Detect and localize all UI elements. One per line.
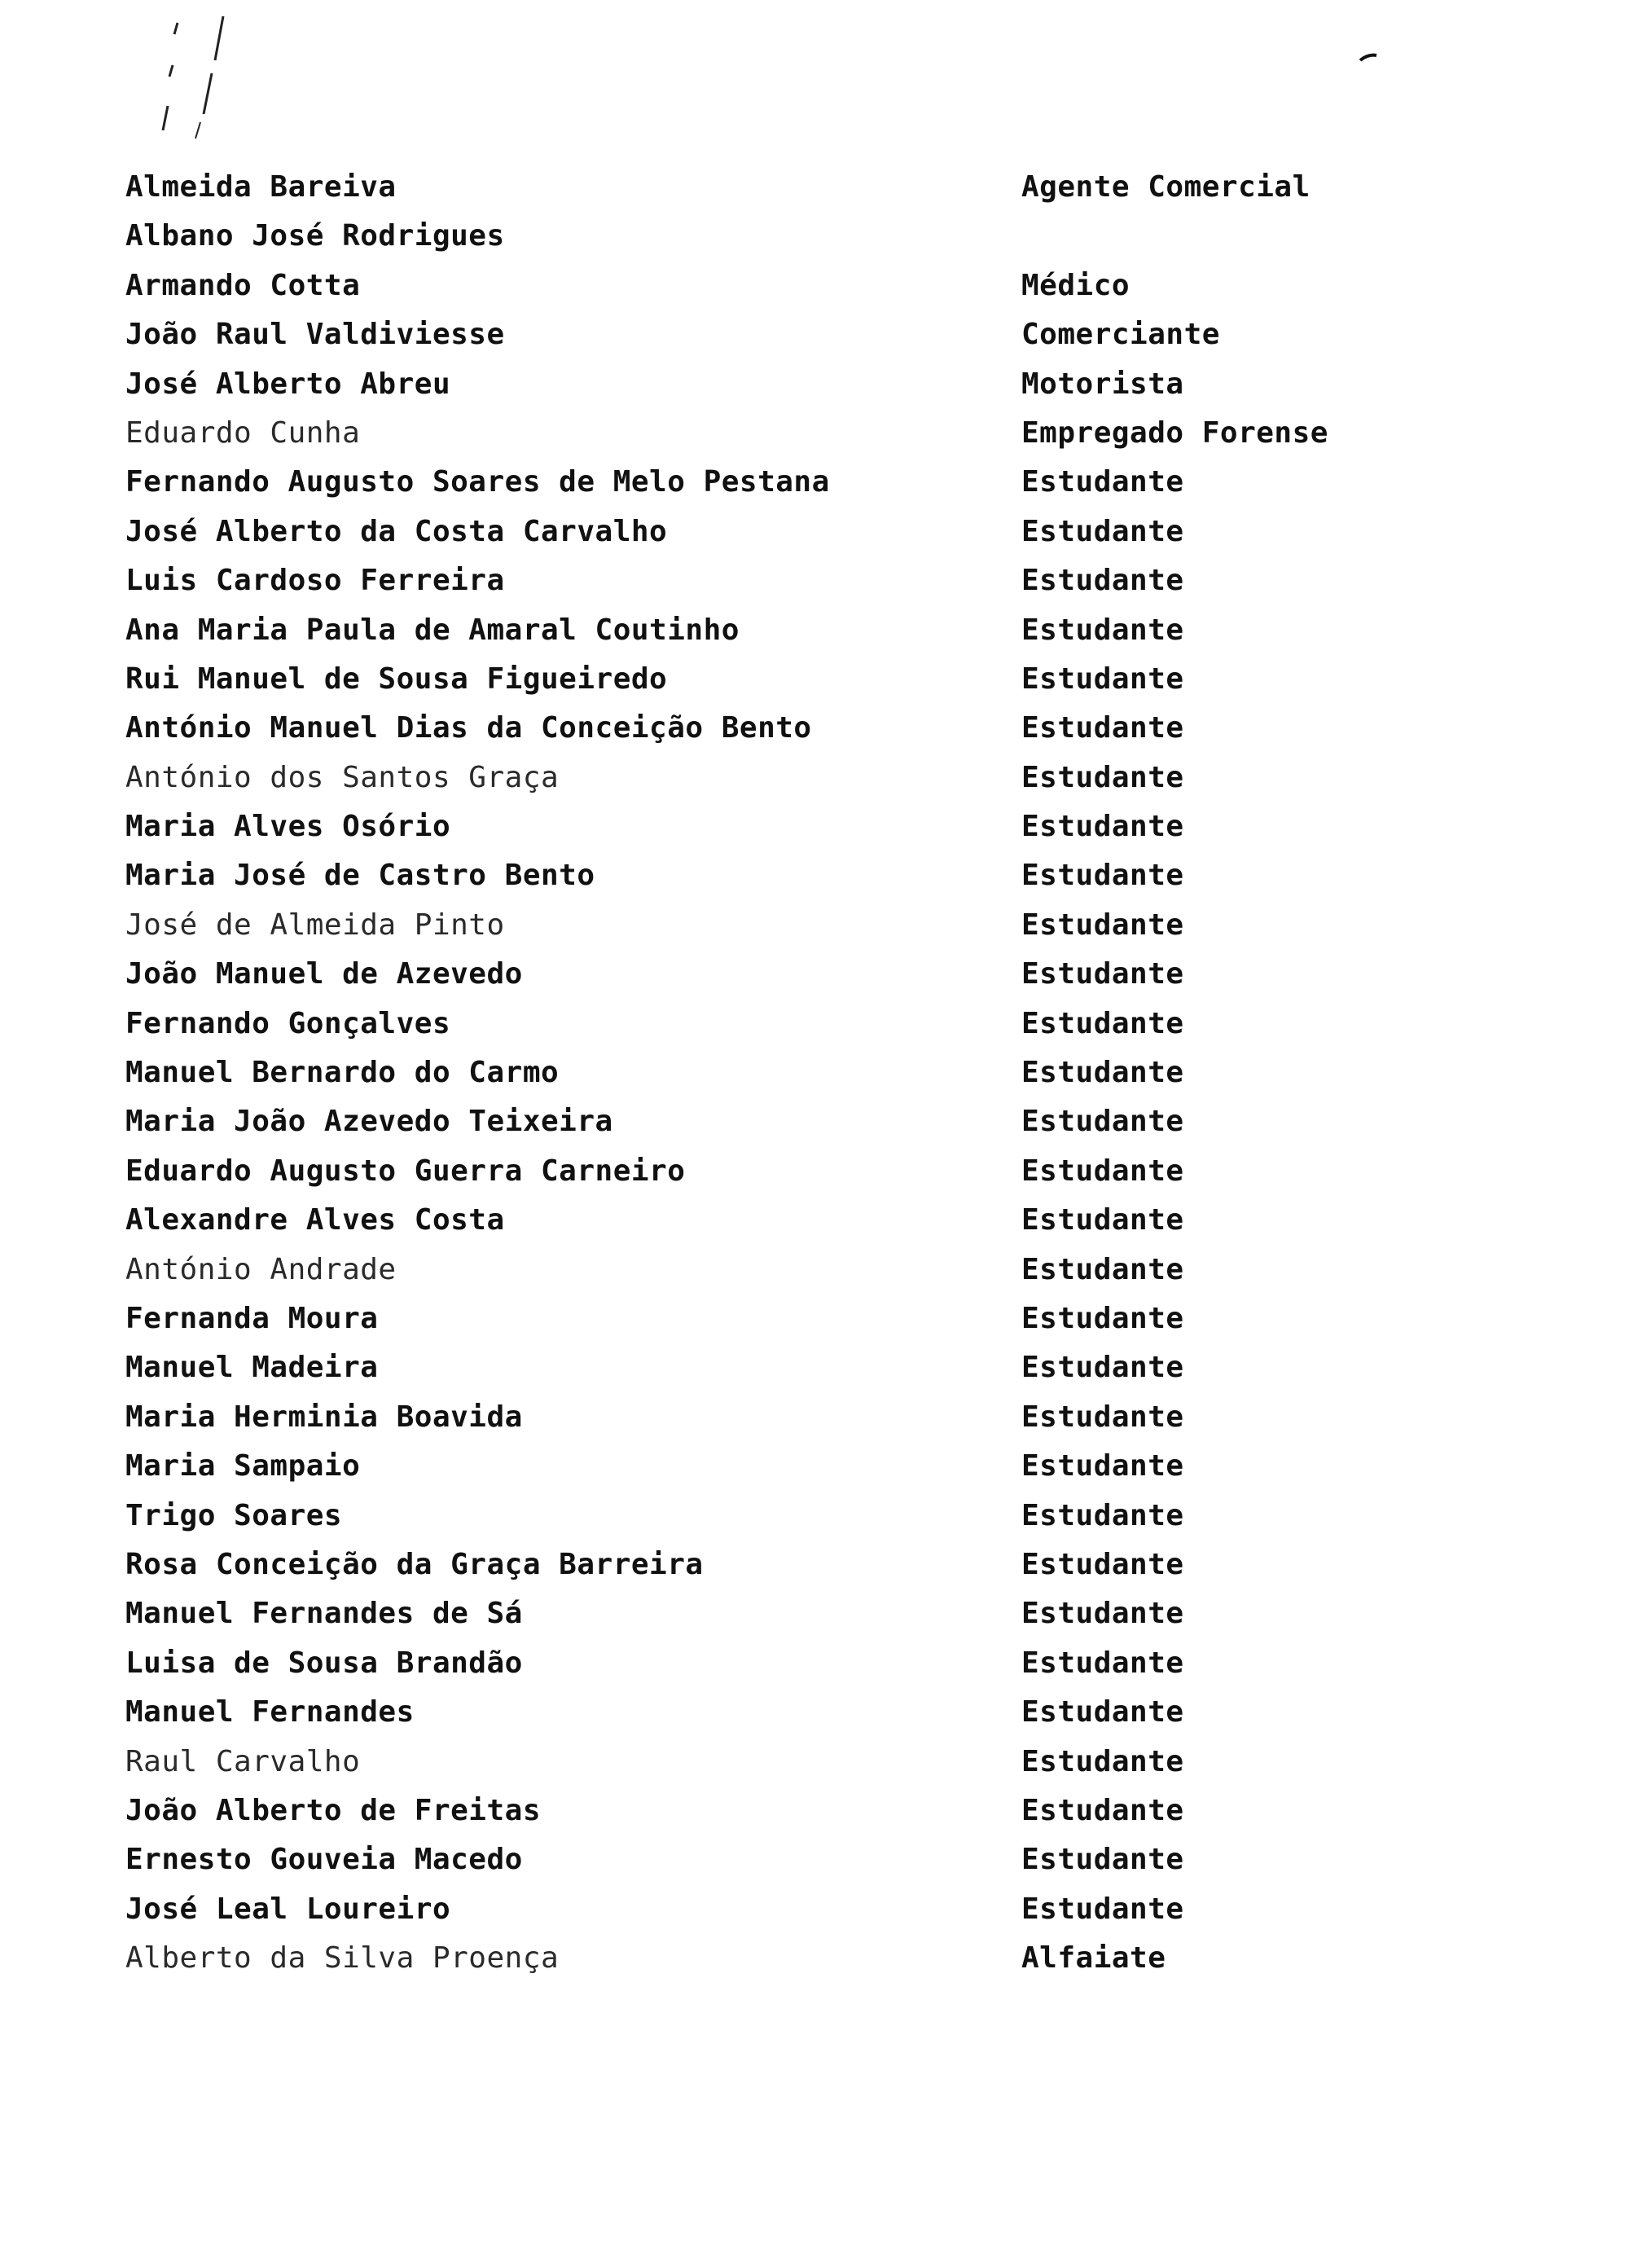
handwritten-tick-marks	[155, 8, 244, 147]
list-item	[125, 508, 1396, 556]
list-item	[125, 1048, 1396, 1097]
list-item	[125, 950, 1396, 999]
list-item	[125, 754, 1396, 802]
person-name: João Alberto de Freitas	[125, 1793, 541, 1827]
list-item	[125, 1787, 1396, 1835]
list-item	[125, 802, 1396, 851]
list-item	[125, 1738, 1396, 1787]
person-name: Trigo Soares	[125, 1498, 343, 1532]
list-item	[125, 1147, 1396, 1196]
person-name: Raul Carvalho	[125, 1744, 361, 1778]
list-item	[125, 1343, 1396, 1392]
list-item	[125, 1492, 1396, 1541]
list-item	[125, 901, 1396, 950]
person-name: Manuel Fernandes	[125, 1695, 415, 1730]
list-item	[125, 262, 1396, 310]
person-name: Maria Alves Osório	[125, 810, 451, 844]
person-name: José Alberto Abreu	[125, 367, 451, 401]
occupation: Estudante	[1021, 1793, 1184, 1827]
occupation: Estudante	[1021, 1105, 1184, 1139]
person-name: António Manuel Dias da Conceição Bento	[125, 711, 812, 745]
occupation: Estudante	[1021, 613, 1184, 647]
list-item	[125, 1442, 1396, 1491]
person-name: António dos Santos Graça	[125, 760, 560, 794]
person-name: Rosa Conceição da Graça Barreira	[125, 1547, 704, 1581]
person-name: Rui Manuel de Sousa Figueiredo	[125, 662, 668, 696]
person-name: Maria Sampaio	[125, 1449, 361, 1483]
occupation: Comerciante	[1021, 318, 1220, 352]
list-item	[125, 1294, 1396, 1343]
occupation: Estudante	[1021, 957, 1184, 991]
list-item	[125, 360, 1396, 409]
occupation: Estudante	[1021, 859, 1184, 893]
person-name: Ana Maria Paula de Amaral Coutinho	[125, 613, 740, 647]
list-item	[125, 1196, 1396, 1245]
person-name: Armando Cotta	[125, 268, 361, 302]
list-item	[125, 409, 1396, 458]
person-name: Fernando Gonçalves	[125, 1006, 451, 1040]
person-name: Manuel Madeira	[125, 1351, 379, 1385]
occupation: Estudante	[1021, 1547, 1184, 1581]
occupation: Estudante	[1021, 514, 1184, 548]
list-item	[125, 310, 1396, 359]
person-name: Eduardo Cunha	[125, 415, 361, 450]
person-name: José Leal Loureiro	[125, 1892, 451, 1926]
occupation: Estudante	[1021, 564, 1184, 598]
occupation: Agente Comercial	[1021, 170, 1311, 204]
person-name: Manuel Bernardo do Carmo	[125, 1056, 560, 1090]
person-name: Eduardo Augusto Guerra Carneiro	[125, 1154, 686, 1188]
list-item	[125, 1934, 1396, 1983]
occupation: Estudante	[1021, 1056, 1184, 1090]
person-name: João Raul Valdiviesse	[125, 318, 505, 352]
person-name: Fernanda Moura	[125, 1301, 379, 1335]
list-item	[125, 1885, 1396, 1934]
occupation: Estudante	[1021, 908, 1184, 942]
ink-speck	[1359, 52, 1378, 64]
occupation: Estudante	[1021, 1203, 1184, 1237]
list-item	[125, 1541, 1396, 1589]
occupation: Estudante	[1021, 465, 1184, 499]
list-item	[125, 1639, 1396, 1688]
occupation: Médico	[1021, 268, 1131, 302]
list-item	[125, 1097, 1396, 1146]
person-name: José de Almeida Pinto	[125, 908, 505, 942]
person-name: José Alberto da Costa Carvalho	[125, 514, 668, 548]
list-item	[125, 458, 1396, 507]
occupation: Estudante	[1021, 1744, 1184, 1778]
person-name: António Andrade	[125, 1252, 397, 1286]
occupation: Estudante	[1021, 1843, 1184, 1877]
occupation: Estudante	[1021, 760, 1184, 794]
person-name: Ernesto Gouveia Macedo	[125, 1843, 523, 1877]
occupation: Alfaiate	[1021, 1941, 1166, 1976]
occupation: Estudante	[1021, 1892, 1184, 1926]
occupation: Estudante	[1021, 1449, 1184, 1483]
occupation: Estudante	[1021, 1252, 1184, 1286]
person-name: Alberto da Silva Proença	[125, 1941, 560, 1976]
person-name: Luis Cardoso Ferreira	[125, 564, 505, 598]
occupation: Estudante	[1021, 1006, 1184, 1040]
occupation: Estudante	[1021, 1154, 1184, 1188]
list-item	[125, 1000, 1396, 1048]
list-item	[125, 1246, 1396, 1294]
person-name: Fernando Augusto Soares de Melo Pestana	[125, 465, 830, 499]
list-item	[125, 704, 1396, 753]
list-item	[125, 1835, 1396, 1884]
person-name: Alexandre Alves Costa	[125, 1203, 505, 1237]
occupation: Estudante	[1021, 1695, 1184, 1730]
occupation: Estudante	[1021, 1351, 1184, 1385]
person-name: Luisa de Sousa Brandão	[125, 1646, 523, 1680]
occupation: Estudante	[1021, 810, 1184, 844]
person-name: Maria João Azevedo Teixeira	[125, 1105, 613, 1139]
list-item	[125, 556, 1396, 605]
occupation: Empregado Forense	[1021, 415, 1328, 450]
occupation: Estudante	[1021, 1400, 1184, 1434]
name-occupation-list	[125, 163, 1396, 1983]
person-name: Albano José Rodrigues	[125, 219, 505, 253]
occupation: Estudante	[1021, 1498, 1184, 1532]
list-item	[125, 1393, 1396, 1442]
occupation: Estudante	[1021, 662, 1184, 696]
person-name: Maria José de Castro Bento	[125, 859, 595, 893]
list-item	[125, 1589, 1396, 1638]
list-item	[125, 851, 1396, 900]
person-name: Almeida Bareiva	[125, 170, 397, 204]
occupation: Estudante	[1021, 1597, 1184, 1631]
list-item	[125, 606, 1396, 655]
person-name: Manuel Fernandes de Sá	[125, 1597, 523, 1631]
occupation: Estudante	[1021, 1301, 1184, 1335]
list-item	[125, 212, 1396, 261]
occupation: Estudante	[1021, 1646, 1184, 1680]
list-item	[125, 655, 1396, 704]
list-item	[125, 1688, 1396, 1737]
occupation: Motorista	[1021, 367, 1184, 401]
occupation: Estudante	[1021, 711, 1184, 745]
list-item	[125, 163, 1396, 212]
person-name: João Manuel de Azevedo	[125, 957, 523, 991]
person-name: Maria Herminia Boavida	[125, 1400, 523, 1434]
